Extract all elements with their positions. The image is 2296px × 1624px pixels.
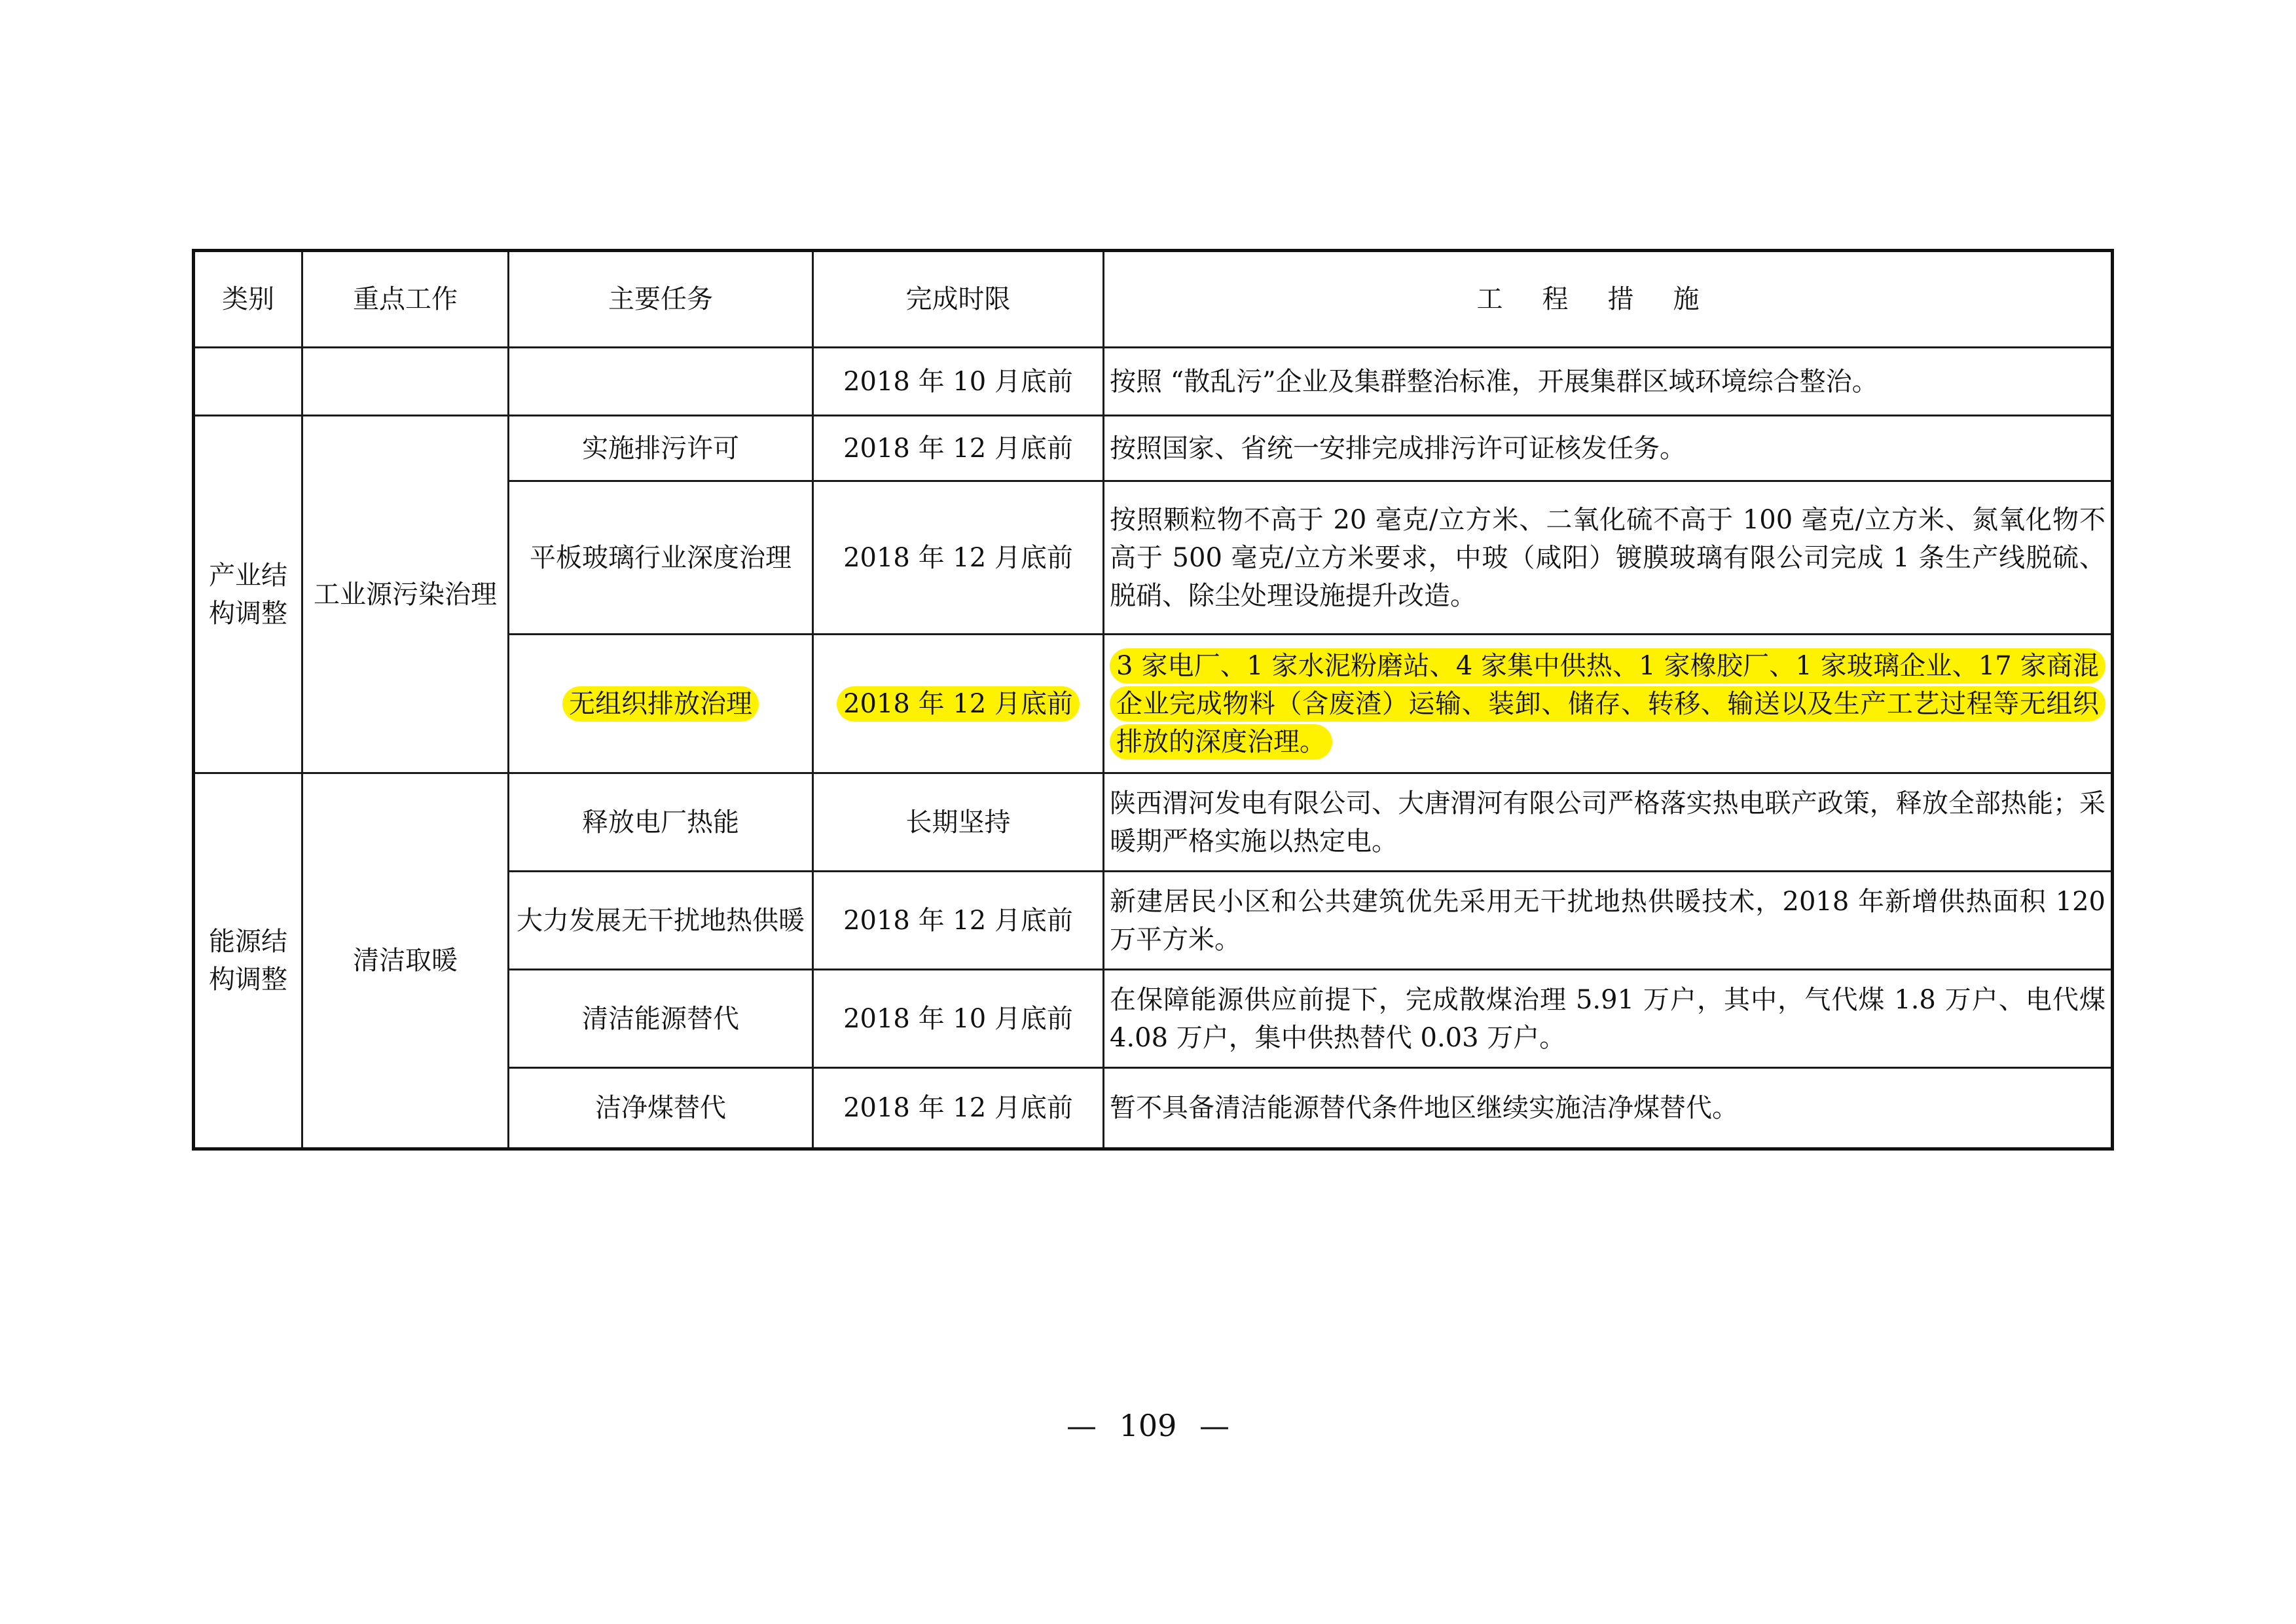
page-number: — 109 — (1066, 1408, 1230, 1443)
highlight-mark: 2018 年 12 月底前 (837, 686, 1080, 722)
header-main-task: 主要任务 (509, 251, 813, 348)
measure-cell (1104, 635, 2113, 773)
key-work-cell (302, 348, 509, 416)
category-cell (194, 348, 302, 416)
deadline-cell: 2018 年 10 月底前 (813, 348, 1104, 416)
task-cell (509, 635, 813, 773)
task-cell (509, 348, 813, 416)
task-cell: 清洁能源替代 (509, 970, 813, 1068)
header-category: 类别 (194, 251, 302, 348)
measure-cell: 按照颗粒物不高于 20 毫克/立方米、二氧化硫不高于 100 毫克/立方米、氮氧化物不高于 500 毫克/立方米要求，中玻（咸阳）镀膜玻璃有限公司完成 1 条生产线脱硫、脱硝、除尘处理设施提升改造。 (1104, 481, 2113, 635)
key-work-cell: 工业源污染治理 (302, 416, 509, 773)
deadline-cell: 长期坚持 (813, 773, 1104, 872)
task-cell: 释放电厂热能 (509, 773, 813, 872)
task-cell: 实施排污许可 (509, 416, 813, 481)
measure-cell: 新建居民小区和公共建筑优先采用无干扰地热供暖技术，2018 年新增供热面积 120 万平方米。 (1104, 872, 2113, 970)
deadline-cell: 2018 年 12 月底前 (813, 481, 1104, 635)
key-work-cell: 清洁取暖 (302, 773, 509, 1149)
measure-cell: 按照 “散乱污”企业及集群整治标准，开展集群区域环境综合整治。 (1104, 348, 2113, 416)
category-cell: 能源结构调整 (194, 773, 302, 1149)
table-row (194, 416, 2113, 481)
deadline-cell: 2018 年 10 月底前 (813, 970, 1104, 1068)
deadline-cell: 2018 年 12 月底前 (813, 872, 1104, 970)
category-cell: 产业结构调整 (194, 416, 302, 773)
deadline-cell (813, 635, 1104, 773)
deadline-cell: 2018 年 12 月底前 (813, 416, 1104, 481)
task-cell: 大力发展无干扰地热供暖 (509, 872, 813, 970)
work-plan-table (192, 249, 2114, 1151)
deadline-cell: 2018 年 12 月底前 (813, 1068, 1104, 1149)
table-row (194, 773, 2113, 872)
task-cell: 平板玻璃行业深度治理 (509, 481, 813, 635)
measure-cell: 暂不具备清洁能源替代条件地区继续实施洁净煤替代。 (1104, 1068, 2113, 1149)
measure-cell: 陕西渭河发电有限公司、大唐渭河有限公司严格落实热电联产政策，释放全部热能；采暖期严格实施以热定电。 (1104, 773, 2113, 872)
measure-cell: 按照国家、省统一安排完成排污许可证核发任务。 (1104, 416, 2113, 481)
highlight-mark: 3 家电厂、1 家水泥粉磨站、4 家集中供热、1 家橡胶厂、1 家玻璃企业、17 家商混企业完成物料（含废渣）运输、装卸、储存、转移、输送以及生产工艺过程等无组织排放的深度治理。 (1110, 648, 2105, 760)
header-deadline: 完成时限 (813, 251, 1104, 348)
table-row (194, 348, 2113, 416)
header-key-work: 重点工作 (302, 251, 509, 348)
table-header-row (194, 251, 2113, 348)
header-measures: 工程措施 (1104, 251, 2113, 348)
measure-cell: 在保障能源供应前提下，完成散煤治理 5.91 万户，其中，气代煤 1.8 万户、电代煤 4.08 万户，集中供热替代 0.03 万户。 (1104, 970, 2113, 1068)
highlight-mark: 无组织排放治理 (562, 686, 759, 722)
task-cell: 洁净煤替代 (509, 1068, 813, 1149)
